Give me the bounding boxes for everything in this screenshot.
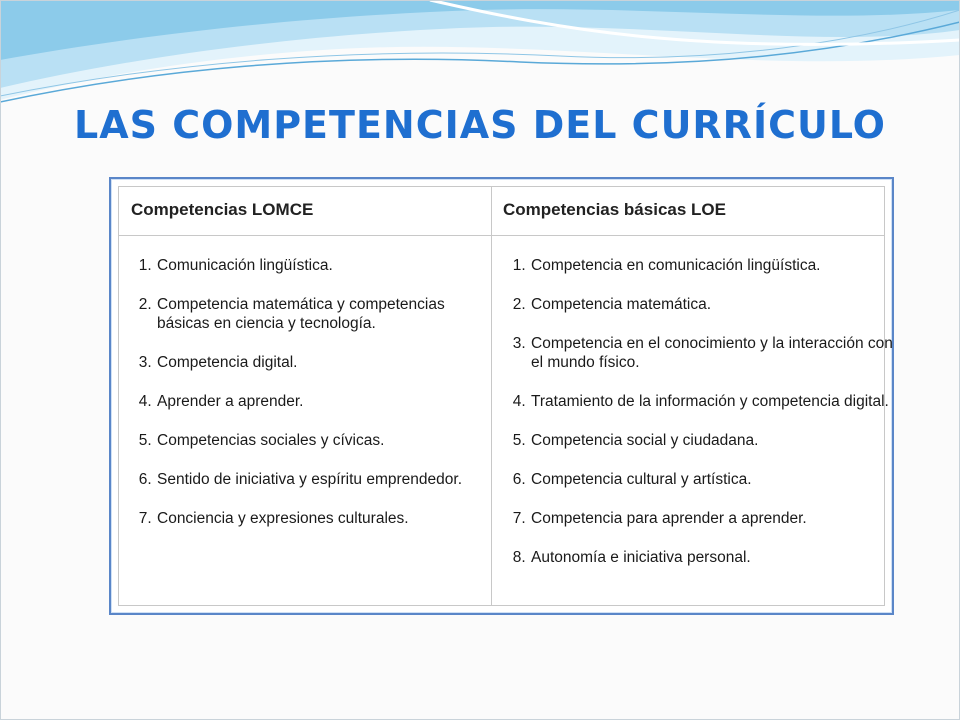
lomce-item: 6. Sentido de iniciativa y espíritu emprendedor.	[156, 470, 486, 489]
competencies-table	[109, 177, 894, 615]
loe-item: 2. Competencia matemática.	[530, 295, 900, 314]
lomce-item: 2. Competencia matemática y competencias básicas en ciencia y tecnología.	[156, 295, 486, 333]
loe-item: 5. Competencia social y ciudadana.	[530, 431, 900, 450]
header-lomce: Competencias LOMCE	[131, 200, 314, 219]
header-loe: Competencias básicas LOE	[503, 200, 726, 219]
column-divider	[491, 187, 492, 605]
loe-item: 4. Tratamiento de la información y competencia digital.	[530, 392, 900, 411]
loe-item: 7. Competencia para aprender a aprender.	[530, 509, 900, 528]
lomce-item: 1. Comunicación lingüística.	[156, 256, 486, 275]
lomce-item: 3. Competencia digital.	[156, 353, 486, 372]
table-header-row	[119, 187, 884, 236]
decorative-wave-header	[0, 0, 960, 115]
table-grid	[118, 186, 893, 606]
loe-item: 6. Competencia cultural y artística.	[530, 470, 900, 489]
loe-list	[505, 256, 900, 567]
lomce-list	[131, 256, 486, 528]
lomce-item: 7. Conciencia y expresiones culturales.	[156, 509, 486, 528]
loe-item: 8. Autonomía e iniciativa personal.	[530, 548, 900, 567]
loe-item: 3. Competencia en el conocimiento y la interacción con el mundo físico.	[530, 334, 900, 372]
lomce-item: 4. Aprender a aprender.	[156, 392, 486, 411]
loe-item: 1. Competencia en comunicación lingüística.	[530, 256, 900, 275]
lomce-item: 5. Competencias sociales y cívicas.	[156, 431, 486, 450]
slide-title: LAS COMPETENCIAS DEL CURRÍCULO	[73, 103, 886, 147]
